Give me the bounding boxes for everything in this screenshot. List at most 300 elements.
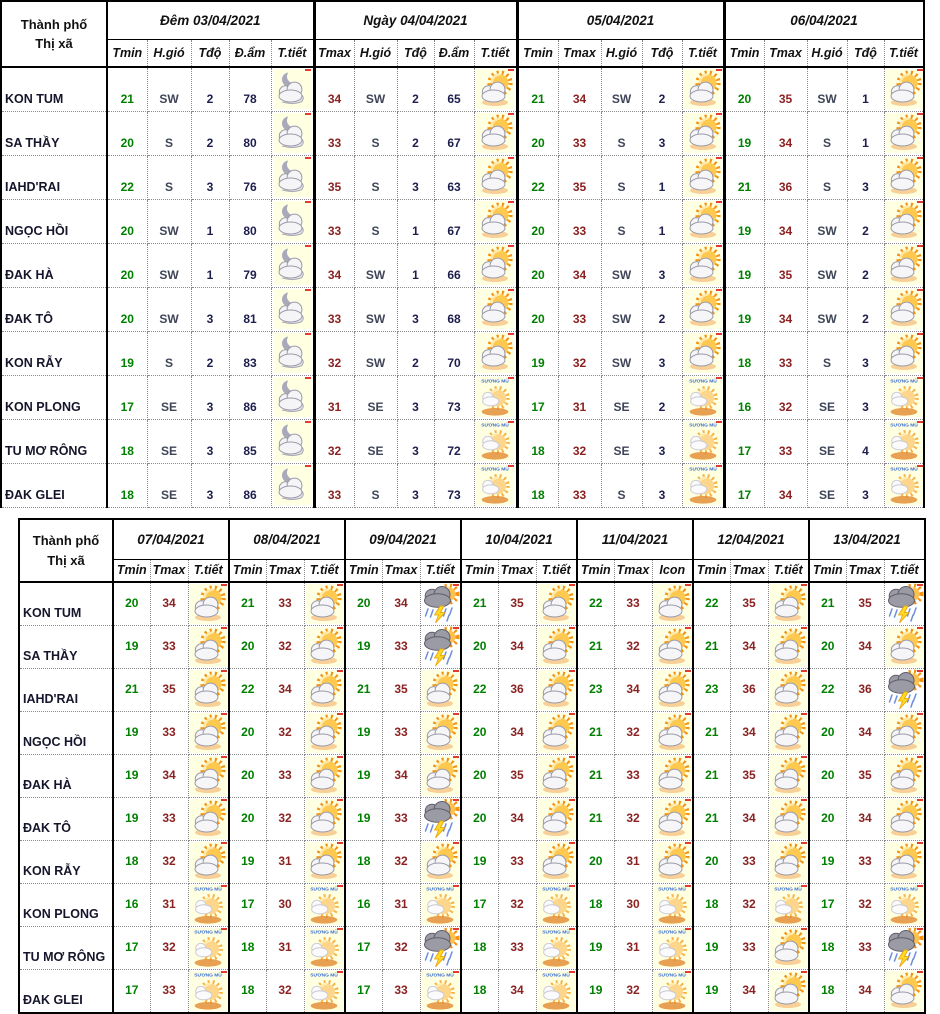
cell-hum: 68 xyxy=(434,287,474,331)
city-name: ĐAK GLEI xyxy=(19,970,113,1014)
night-cloud-icon xyxy=(273,421,311,461)
cell-speed: 4 xyxy=(847,419,884,463)
weather-cell xyxy=(682,199,724,243)
cell-tmax: 35 xyxy=(558,155,601,199)
sun-cloud-icon xyxy=(537,756,575,796)
cell-tmin: 21 xyxy=(693,798,730,841)
sub-header-t.tiết: T.tiết xyxy=(884,559,925,582)
cell-tmax: 32 xyxy=(314,419,354,463)
cell-tmax: 32 xyxy=(730,884,768,927)
cell-tmin: 20 xyxy=(517,243,558,287)
cell-tmax: 32 xyxy=(382,927,420,970)
sun-cloud-icon xyxy=(476,201,514,241)
cell-tmin: 20 xyxy=(809,712,846,755)
city-name: IAHD'RAI xyxy=(19,669,113,712)
date-header: 09/04/2021 xyxy=(345,519,461,559)
cell-speed: 3 xyxy=(642,243,682,287)
table-row xyxy=(19,884,925,927)
cell-wind: S xyxy=(147,331,191,375)
cell-tmin: 17 xyxy=(107,375,147,419)
table-row xyxy=(1,419,924,463)
table-row xyxy=(1,67,924,111)
weather-cell xyxy=(420,798,461,841)
cell-speed: 3 xyxy=(642,419,682,463)
cell-tmin: 19 xyxy=(724,287,764,331)
fog-icon xyxy=(189,885,227,925)
weather-cell xyxy=(682,375,724,419)
cell-hum: 86 xyxy=(229,375,271,419)
cell-wind: SW xyxy=(147,243,191,287)
cell-speed: 1 xyxy=(847,67,884,111)
cell-wind: S xyxy=(601,199,642,243)
sun-cloud-icon xyxy=(684,69,722,109)
cell-tmin: 19 xyxy=(345,798,382,841)
sun-cloud-icon xyxy=(885,69,923,109)
svg-text:SƯƠNG MÙ: SƯƠNG MÙ xyxy=(889,423,918,429)
cell-tmin: 20 xyxy=(113,582,150,626)
svg-text:SƯƠNG MÙ: SƯƠNG MÙ xyxy=(890,887,919,893)
sun-cloud-icon xyxy=(653,713,691,753)
weather-cell xyxy=(536,970,577,1014)
cell-tmin: 17 xyxy=(724,463,764,507)
fog-icon xyxy=(305,971,343,1011)
thunderstorm-icon xyxy=(421,928,459,968)
fog-icon xyxy=(189,971,227,1011)
cell-tmin: 20 xyxy=(229,798,266,841)
table-row xyxy=(19,798,925,841)
weather-cell xyxy=(474,155,517,199)
cell-tmax: 32 xyxy=(266,712,304,755)
cell-tmin: 21 xyxy=(113,669,150,712)
weather-cell xyxy=(884,841,925,884)
svg-text:SƯƠNG MÙ: SƯƠNG MÙ xyxy=(542,930,571,936)
cell-tmax: 34 xyxy=(498,712,536,755)
city-name: SA THẦY xyxy=(1,111,107,155)
cell-tmin: 19 xyxy=(724,111,764,155)
weather-cell xyxy=(188,841,229,884)
svg-text:SƯƠNG MÙ: SƯƠNG MÙ xyxy=(310,930,339,936)
sub-header-tmax: Tmax xyxy=(266,559,304,582)
cell-speed: 3 xyxy=(847,463,884,507)
cell-wind: S xyxy=(354,199,397,243)
cell-tmax: 35 xyxy=(498,755,536,798)
cell-tmin: 18 xyxy=(229,927,266,970)
cell-tmax: 35 xyxy=(382,669,420,712)
fog-icon xyxy=(476,421,514,461)
cell-tmax: 33 xyxy=(498,927,536,970)
cell-wind: S xyxy=(601,155,642,199)
cell-tmin: 20 xyxy=(461,798,498,841)
cell-tmax: 32 xyxy=(498,884,536,927)
cell-hum: 65 xyxy=(434,67,474,111)
weather-cell xyxy=(474,243,517,287)
night-cloud-icon xyxy=(273,289,311,329)
weather-cell xyxy=(474,375,517,419)
weather-cell xyxy=(420,841,461,884)
cell-tmin: 18 xyxy=(693,884,730,927)
sun-cloud-icon xyxy=(684,245,722,285)
weather-cell xyxy=(474,419,517,463)
sun-cloud-icon xyxy=(769,928,807,968)
weather-cell xyxy=(884,331,924,375)
date-header: 13/04/2021 xyxy=(809,519,925,559)
cell-tmin: 20 xyxy=(809,626,846,669)
cell-speed: 3 xyxy=(191,375,229,419)
cell-tmin: 20 xyxy=(107,111,147,155)
sun-cloud-icon xyxy=(189,627,227,667)
sun-cloud-icon xyxy=(305,713,343,753)
cell-tmin: 18 xyxy=(809,927,846,970)
weather-cell xyxy=(188,669,229,712)
date-header: 05/04/2021 xyxy=(517,1,724,39)
weather-cell xyxy=(652,927,693,970)
svg-text:SƯƠNG MÙ: SƯƠNG MÙ xyxy=(426,887,455,893)
cell-tmin: 19 xyxy=(113,798,150,841)
cell-wind: S xyxy=(807,111,847,155)
fog-icon xyxy=(769,885,807,925)
cell-tmin: 18 xyxy=(461,927,498,970)
cell-tmin: 19 xyxy=(517,331,558,375)
cell-tmin: 17 xyxy=(345,970,382,1014)
sub-header-t.tiết: T.tiết xyxy=(420,559,461,582)
night-cloud-icon xyxy=(273,157,311,197)
sub-header-tmax: Tmax xyxy=(314,39,354,67)
date-header: 10/04/2021 xyxy=(461,519,577,559)
weather-cell xyxy=(304,755,345,798)
cell-tmax: 33 xyxy=(266,582,304,626)
cell-hum: 79 xyxy=(229,243,271,287)
cell-tmax: 36 xyxy=(498,669,536,712)
fog-icon xyxy=(305,928,343,968)
weather-cell xyxy=(188,927,229,970)
cell-wind: SW xyxy=(601,287,642,331)
cell-tmax: 33 xyxy=(382,798,420,841)
cell-tmin: 19 xyxy=(461,841,498,884)
fog-icon xyxy=(684,465,722,505)
svg-text:SƯƠNG MÙ: SƯƠNG MÙ xyxy=(658,887,687,893)
weather-cell xyxy=(652,755,693,798)
sun-cloud-icon xyxy=(653,670,691,710)
weather-cell xyxy=(536,582,577,626)
sub-header-t.tiết: T.tiết xyxy=(768,559,809,582)
cell-tmax: 32 xyxy=(614,712,652,755)
city-name: NGỌC HỒI xyxy=(1,199,107,243)
city-name: ĐAK TÔ xyxy=(19,798,113,841)
cell-tmax: 33 xyxy=(730,927,768,970)
city-name: TU MƠ RÔNG xyxy=(19,927,113,970)
city-name: KON PLONG xyxy=(19,884,113,927)
table-row xyxy=(1,287,924,331)
cell-tmax: 32 xyxy=(266,798,304,841)
cell-speed: 2 xyxy=(397,67,434,111)
cell-tmin: 23 xyxy=(693,669,730,712)
weather-cell xyxy=(682,243,724,287)
weather-cell xyxy=(652,712,693,755)
sub-header-t.tiết: T.tiết xyxy=(304,559,345,582)
sun-cloud-icon xyxy=(653,756,691,796)
night-cloud-icon xyxy=(273,245,311,285)
cell-tmin: 16 xyxy=(724,375,764,419)
cell-speed: 3 xyxy=(397,419,434,463)
sun-cloud-icon xyxy=(537,799,575,839)
fog-icon xyxy=(476,465,514,505)
cell-tmax: 33 xyxy=(150,798,188,841)
date-header: Đêm 03/04/2021 xyxy=(107,1,314,39)
cell-speed: 1 xyxy=(397,199,434,243)
cell-tmin: 20 xyxy=(809,755,846,798)
svg-text:SƯƠNG MÙ: SƯƠNG MÙ xyxy=(688,423,717,429)
cell-hum: 67 xyxy=(434,111,474,155)
table-row xyxy=(19,755,925,798)
cell-tmax: 31 xyxy=(266,841,304,884)
cell-speed: 3 xyxy=(847,155,884,199)
cell-tmax: 34 xyxy=(764,111,807,155)
cell-tmin: 20 xyxy=(461,712,498,755)
cell-tmin: 17 xyxy=(113,927,150,970)
cell-hum: 80 xyxy=(229,111,271,155)
cell-tmax: 33 xyxy=(150,712,188,755)
sun-cloud-icon xyxy=(189,799,227,839)
sun-cloud-icon xyxy=(189,584,227,624)
cell-wind: S xyxy=(601,463,642,507)
svg-text:SƯƠNG MÙ: SƯƠNG MÙ xyxy=(774,887,803,893)
cell-speed: 3 xyxy=(847,331,884,375)
weather-cell xyxy=(304,841,345,884)
sun-cloud-icon xyxy=(305,842,343,882)
cell-tmin: 19 xyxy=(229,841,266,884)
cell-speed: 2 xyxy=(191,331,229,375)
city-name: NGỌC HỒI xyxy=(19,712,113,755)
cell-tmax: 32 xyxy=(846,884,884,927)
cell-tmax: 33 xyxy=(846,927,884,970)
cell-wind: SW xyxy=(147,67,191,111)
cell-tmax: 34 xyxy=(846,970,884,1014)
weather-cell xyxy=(768,582,809,626)
sub-header-tmax: Tmax xyxy=(498,559,536,582)
weather-cell xyxy=(884,199,924,243)
sun-cloud-icon xyxy=(305,670,343,710)
cell-tmin: 21 xyxy=(461,582,498,626)
cell-tmin: 19 xyxy=(693,970,730,1014)
table-row xyxy=(1,111,924,155)
cell-tmin: 22 xyxy=(229,669,266,712)
date-header: Ngày 04/04/2021 xyxy=(314,1,517,39)
night-cloud-icon xyxy=(273,377,311,417)
sun-cloud-icon xyxy=(537,627,575,667)
night-cloud-icon xyxy=(273,333,311,373)
cell-wind: SW xyxy=(807,243,847,287)
cell-tmax: 34 xyxy=(764,199,807,243)
sub-header-t.tiết: T.tiết xyxy=(536,559,577,582)
cell-wind: S xyxy=(601,111,642,155)
fog-icon xyxy=(476,377,514,417)
cell-tmin: 17 xyxy=(517,375,558,419)
forecast-table-07-13 xyxy=(18,518,926,1014)
cell-tmin: 21 xyxy=(107,67,147,111)
weather-cell xyxy=(474,111,517,155)
cell-tmax: 30 xyxy=(614,884,652,927)
cell-tmin: 22 xyxy=(809,669,846,712)
city-name: KON RẪY xyxy=(19,841,113,884)
table-row xyxy=(1,463,924,507)
weather-cell xyxy=(884,419,924,463)
cell-tmin: 18 xyxy=(809,970,846,1014)
sun-cloud-icon xyxy=(885,971,923,1011)
cell-wind: SW xyxy=(354,243,397,287)
cell-hum: 81 xyxy=(229,287,271,331)
weather-cell xyxy=(474,199,517,243)
weather-cell xyxy=(271,67,314,111)
weather-cell xyxy=(474,67,517,111)
night-cloud-icon xyxy=(273,465,311,505)
weather-cell xyxy=(420,755,461,798)
cell-tmax: 33 xyxy=(764,331,807,375)
cell-wind: S xyxy=(354,111,397,155)
sub-header-tmax: Tmax xyxy=(730,559,768,582)
cell-speed: 1 xyxy=(642,199,682,243)
weather-cell xyxy=(884,375,924,419)
cell-tmax: 33 xyxy=(498,841,536,884)
cell-tmax: 36 xyxy=(730,669,768,712)
cell-tmax: 35 xyxy=(314,155,354,199)
cell-tmax: 32 xyxy=(382,841,420,884)
city-name: KON PLONG xyxy=(1,375,107,419)
sub-header-tmin: Tmin xyxy=(461,559,498,582)
weather-cell xyxy=(304,712,345,755)
sub-header-tmin: Tmin xyxy=(724,39,764,67)
cell-wind: S xyxy=(147,111,191,155)
sub-header-t.tiết: T.tiết xyxy=(271,39,314,67)
weather-cell xyxy=(682,463,724,507)
cell-tmin: 17 xyxy=(345,927,382,970)
cell-tmax: 32 xyxy=(614,626,652,669)
cell-tmax: 31 xyxy=(614,927,652,970)
sub-header-h.gió: H.gió xyxy=(354,39,397,67)
cell-tmax: 33 xyxy=(846,841,884,884)
cell-hum: 63 xyxy=(434,155,474,199)
cell-speed: 3 xyxy=(642,463,682,507)
weather-cell xyxy=(536,884,577,927)
cell-tmin: 16 xyxy=(345,884,382,927)
thunderstorm-icon xyxy=(421,799,459,839)
cell-tmax: 35 xyxy=(764,67,807,111)
cell-tmin: 23 xyxy=(577,669,614,712)
cell-tmin: 21 xyxy=(693,626,730,669)
fog-icon xyxy=(885,465,923,505)
weather-cell xyxy=(188,626,229,669)
sun-cloud-icon xyxy=(885,157,923,197)
cell-speed: 3 xyxy=(642,111,682,155)
cell-tmax: 32 xyxy=(150,927,188,970)
weather-cell xyxy=(304,927,345,970)
cell-tmin: 21 xyxy=(577,798,614,841)
cell-tmin: 20 xyxy=(107,199,147,243)
weather-cell xyxy=(271,375,314,419)
sun-cloud-icon xyxy=(476,289,514,329)
night-cloud-icon xyxy=(273,201,311,241)
sun-cloud-icon xyxy=(653,799,691,839)
date-header: 12/04/2021 xyxy=(693,519,809,559)
cell-tmax: 34 xyxy=(498,798,536,841)
weather-cell xyxy=(682,155,724,199)
weather-cell xyxy=(768,626,809,669)
cell-tmin: 20 xyxy=(345,582,382,626)
sub-header-tmax: Tmax xyxy=(558,39,601,67)
cell-wind: SE xyxy=(601,375,642,419)
fog-icon xyxy=(305,885,343,925)
cell-speed: 3 xyxy=(397,155,434,199)
cell-tmin: 20 xyxy=(577,841,614,884)
sun-cloud-icon xyxy=(476,157,514,197)
weather-cell xyxy=(652,626,693,669)
cell-tmax: 30 xyxy=(266,884,304,927)
cell-speed: 3 xyxy=(191,287,229,331)
sun-cloud-icon xyxy=(305,756,343,796)
sun-cloud-icon xyxy=(684,113,722,153)
cell-speed: 1 xyxy=(847,111,884,155)
cell-tmax: 33 xyxy=(558,287,601,331)
fog-icon xyxy=(653,928,691,968)
cell-tmin: 17 xyxy=(724,419,764,463)
weather-cell xyxy=(682,287,724,331)
svg-text:SƯƠNG MÙ: SƯƠNG MÙ xyxy=(542,973,571,979)
cell-tmin: 18 xyxy=(345,841,382,884)
cell-tmax: 35 xyxy=(730,755,768,798)
weather-cell xyxy=(768,927,809,970)
cell-wind: S xyxy=(807,155,847,199)
city-name: IAHD'RAI xyxy=(1,155,107,199)
cell-tmin: 22 xyxy=(107,155,147,199)
sun-cloud-icon xyxy=(885,799,923,839)
weather-cell xyxy=(420,626,461,669)
cell-tmin: 19 xyxy=(577,970,614,1014)
table-row xyxy=(19,927,925,970)
cell-tmax: 34 xyxy=(314,243,354,287)
fog-icon xyxy=(421,971,459,1011)
cell-tmin: 20 xyxy=(693,841,730,884)
cell-tmin: 21 xyxy=(577,712,614,755)
cell-hum: 70 xyxy=(434,331,474,375)
sun-cloud-icon xyxy=(189,842,227,882)
cell-tmin: 22 xyxy=(461,669,498,712)
city-name: ĐAK HÀ xyxy=(19,755,113,798)
cell-hum: 73 xyxy=(434,375,474,419)
cell-tmax: 32 xyxy=(764,375,807,419)
weather-cell xyxy=(188,798,229,841)
sub-header-h.gió: H.gió xyxy=(147,39,191,67)
svg-text:SƯƠNG MÙ: SƯƠNG MÙ xyxy=(194,973,223,979)
weather-cell xyxy=(536,755,577,798)
cell-tmax: 33 xyxy=(558,199,601,243)
cell-tmax: 31 xyxy=(614,841,652,884)
cell-tmax: 35 xyxy=(764,243,807,287)
weather-cell xyxy=(271,243,314,287)
cell-tmin: 22 xyxy=(577,582,614,626)
sun-cloud-icon xyxy=(537,584,575,624)
cell-tmax: 33 xyxy=(382,712,420,755)
cell-tmin: 19 xyxy=(809,841,846,884)
cell-tmin: 19 xyxy=(724,243,764,287)
cell-tmax: 31 xyxy=(382,884,420,927)
forecast-table-04-06 xyxy=(0,0,925,508)
sun-cloud-icon xyxy=(421,713,459,753)
weather-cell xyxy=(304,669,345,712)
sun-cloud-icon xyxy=(421,842,459,882)
sun-cloud-icon xyxy=(885,333,923,373)
weather-cell xyxy=(271,463,314,507)
sun-cloud-icon xyxy=(885,245,923,285)
fog-icon xyxy=(885,421,923,461)
